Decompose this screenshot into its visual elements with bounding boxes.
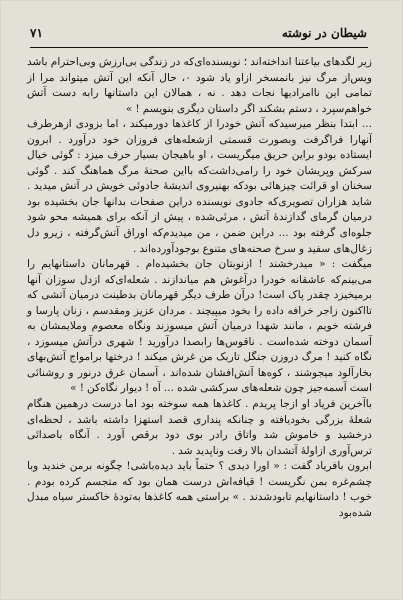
paragraph-5: ابرون بافریاد گفت : « اورا دیدی ؟ حتماً باید دیده‌باشی! چگونه برمن خندید وبا چشم‌غره بمن نگریست ! قیافه‌اش درست همان بود که متجسم کرده بودم . خوب ! داستانهایم تابودشدند . » براستی همه کاغذها به‌تودهٔ خاکستر سیاه مبدل شده‌بود	[23, 460, 372, 519]
paragraph-1: زیر لگدهای بیاعتنا انداخته‌اند ؛ نویسنده‌ای‌که در زندگی بی‌ارزش وبی‌احترام باشد ویس‌از مرگ نیز بانمسخر ازاو یاد شود ۰، حال آنکه این آتش میتواند مرا از تمامی این ناامرادیها نجات دهد . نه ، همالان این داستانها رابه دست آتش خواهم‌سپرد ، دستم بشکند اگر داستان دیگری بنویسم ! »	[23, 56, 372, 115]
paragraph-3: میگفت : « میدرخشند ! ازنوبتان جان بخشیده‌ام . قهرمانان داستانهایم را می‌بینم‌که عاشقانه خودرا درآغوش هم میاندازند . شعله‌ای‌که ازدل سوزان آنها برمیخیزد چقدر پاک است! درآن طرف دیگر قهرمانان بدطینت درمیان آتشی که تااکنون زاجر خرافه داده را بخود میپیچند . مردان عزیز ومقدسم ، زنان پارسا و فرشته خویم ، مانند شهدا درمیان آتش میسوزند ونگاه معصوم وملایمشان به آسمان دوخته شده‌است . ناقوس‌ها رابصدا درآورید ! شهری درآتش میسوزد ، نگاه کنید ! مرگ دروزن جنگل تاریک من غرش میکند ! درختها برامواج آتش‌بهای بخارآلود میجوشند ، کوه‌ها آتش‌افشان شده‌اند ، آسمان غرق درنور و روشنائی است آسمه‌جیز چون شعله‌های سرکشی شده ... آه ! دیوار نگاه‌کن ! »	[23, 258, 373, 395]
page-number: ۷۱	[30, 26, 43, 40]
page-body	[23, 55, 373, 576]
paragraph-2: ... ابتدا بنظر میرسیدکه آتش خودرا از کاغذها دورمیکند ، اما بزودی ازهرطرف آنهارا فراگرفت وبصورت قسمتی ازشعله‌های فروزان خود درآورد . ابرون ایستاده بودو براین حریق میگریست ، او باهیجان بسیار حرف میزد : گوئی خیال سرکش وپریشان خود را رامی‌داشت‌که بااین صحنهٔ مرگ هماهنگ کند . گوئی سخنان او قرائت چیزهائی بودکه بهنیروی اندیشهٔ جادوئی خویش در آتش میدید . شاید هزاران تصویری‌که جادوی نویسنده دراین صفحات بدانها جان بخشیده بود درمیان گرمای گدازندهٔ آتش ، مرئی‌شده ، پیش از آنکه برای همیشه محو شود جلوه‌ای گرفته بود ... دراین ضمن ، من میدیدم‌که اوراق آتش‌گرفته ، زیرو دل زغال‌های سفید و سرخ صحنه‌های متنوع بوجودآورده‌اند .	[23, 118, 373, 255]
paragraph-4: باآخرین فریاد او ازجا پریدم . کاغذها همه سوخته بود اما درست درهمین هنگام شعلهٔ بزرگی بخودیافته و چنانکه پنداری قصد استهزا داشته باشد ، لحظه‌ای درخشید و خاموش شد واتاق رادر بوی دود برقص آورد . آنگاه باصدائی ترس‌آوری ازاولهٔ آتشدان بالا رفت وناپدید شد .	[23, 398, 372, 457]
header-rule	[30, 47, 368, 48]
page-header	[30, 24, 367, 42]
running-title: شیطان در نوشته	[281, 26, 367, 40]
